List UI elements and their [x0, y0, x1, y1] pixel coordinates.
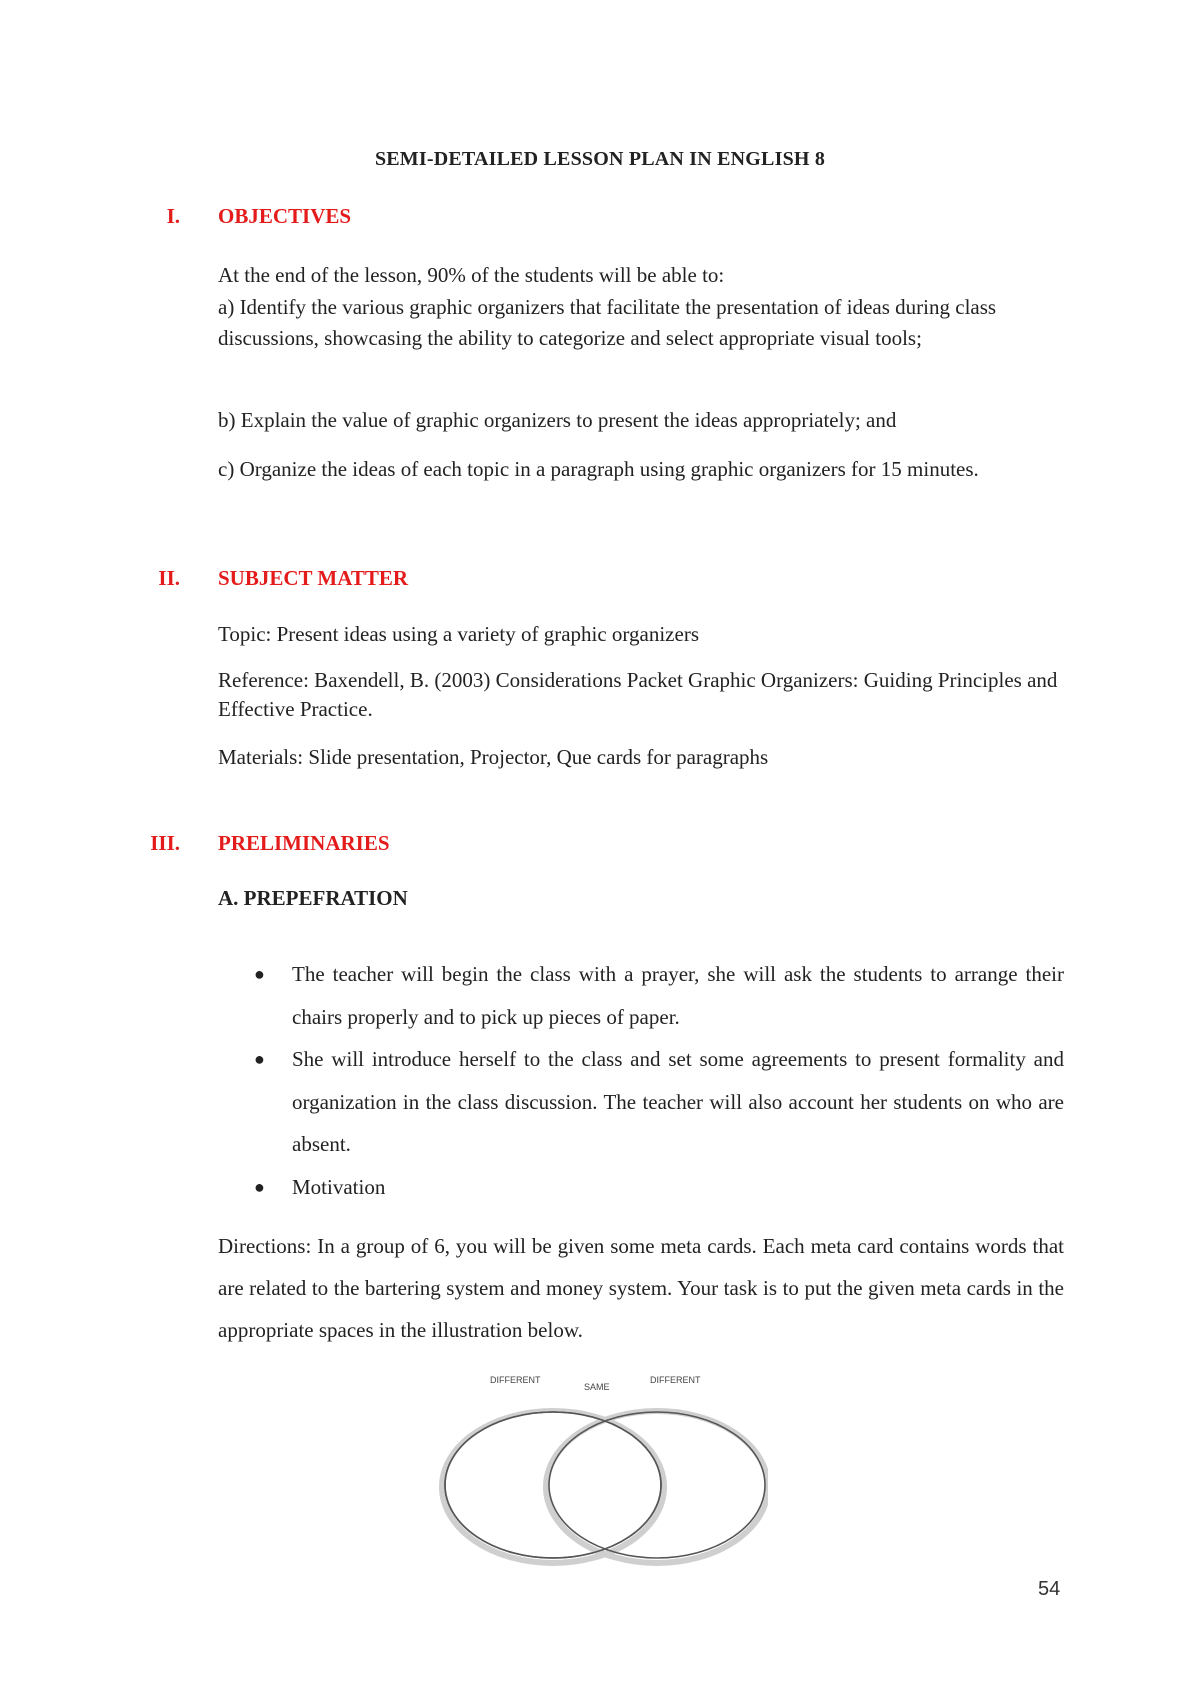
preparation-bullet-list [254, 953, 1064, 1208]
page-number: 54 [1038, 1578, 1061, 1600]
bullet-icon: ● [254, 1176, 265, 1197]
bullet-text: The teacher will begin the class with a prayer, she will ask the students to arrange their chairs properly and to pick up pieces of paper. [292, 962, 1064, 1029]
directions-paragraph: Directions: In a group of 6, you will be given some meta cards. Each meta card contains words that are related to the bartering system and money system. Your task is to put the given meta cards in the appropriate spaces in the illustration below. [218, 1234, 1064, 1342]
objectives-intro: At the end of the lesson, 90% of the students will be able to: [218, 263, 725, 287]
section-number-objectives: I. [166, 204, 180, 228]
list-item [254, 953, 1064, 1038]
subject-reference: Reference: Baxendell, B. (2003) Considerations Packet Graphic Organizers: Guiding Principles and Effective Practice. [218, 668, 1058, 721]
venn-left-circle [445, 1412, 661, 1558]
section-number-preliminaries: III. [150, 831, 180, 855]
preparation-subheading: A. PREPEFRATION [218, 886, 408, 910]
subject-materials: Materials: Slide presentation, Projector, Que cards for paragraphs [218, 745, 769, 769]
section-number-subject-matter: II. [158, 566, 180, 590]
bullet-icon: ● [254, 1049, 265, 1069]
subject-topic: Topic: Present ideas using a variety of graphic organizers [218, 622, 699, 646]
venn-left-label: DIFFERENT [490, 1375, 541, 1385]
document-title: SEMI-DETAILED LESSON PLAN IN ENGLISH 8 [374, 148, 826, 170]
bullet-icon: ● [254, 964, 265, 984]
section-title-subject-matter: SUBJECT MATTER [218, 566, 409, 590]
section-title-objectives: OBJECTIVES [218, 204, 352, 228]
objective-b: b) Explain the value of graphic organizers to present the ideas appropriately; and [218, 408, 897, 432]
bullet-text: She will introduce herself to the class and set some agreements to present formality and organization in the class discussion. The teacher will also account her students on who are absent. [292, 1047, 1064, 1156]
objective-a: a) Identify the various graphic organizers that facilitate the presentation of ideas during class discussions, showcasing the ability to categorize and select appropriate visual tools; [218, 295, 997, 350]
list-item [254, 1038, 1064, 1166]
venn-center-label: SAME [584, 1382, 610, 1392]
list-item [254, 1166, 1064, 1209]
venn-right-label: DIFFERENT [650, 1375, 701, 1385]
section-title-preliminaries: PRELIMINARIES [218, 831, 390, 855]
venn-diagram [438, 1370, 768, 1570]
objective-c: c) Organize the ideas of each topic in a paragraph using graphic organizers for 15 minutes. [218, 457, 979, 481]
bullet-text: Motivation [292, 1174, 386, 1199]
